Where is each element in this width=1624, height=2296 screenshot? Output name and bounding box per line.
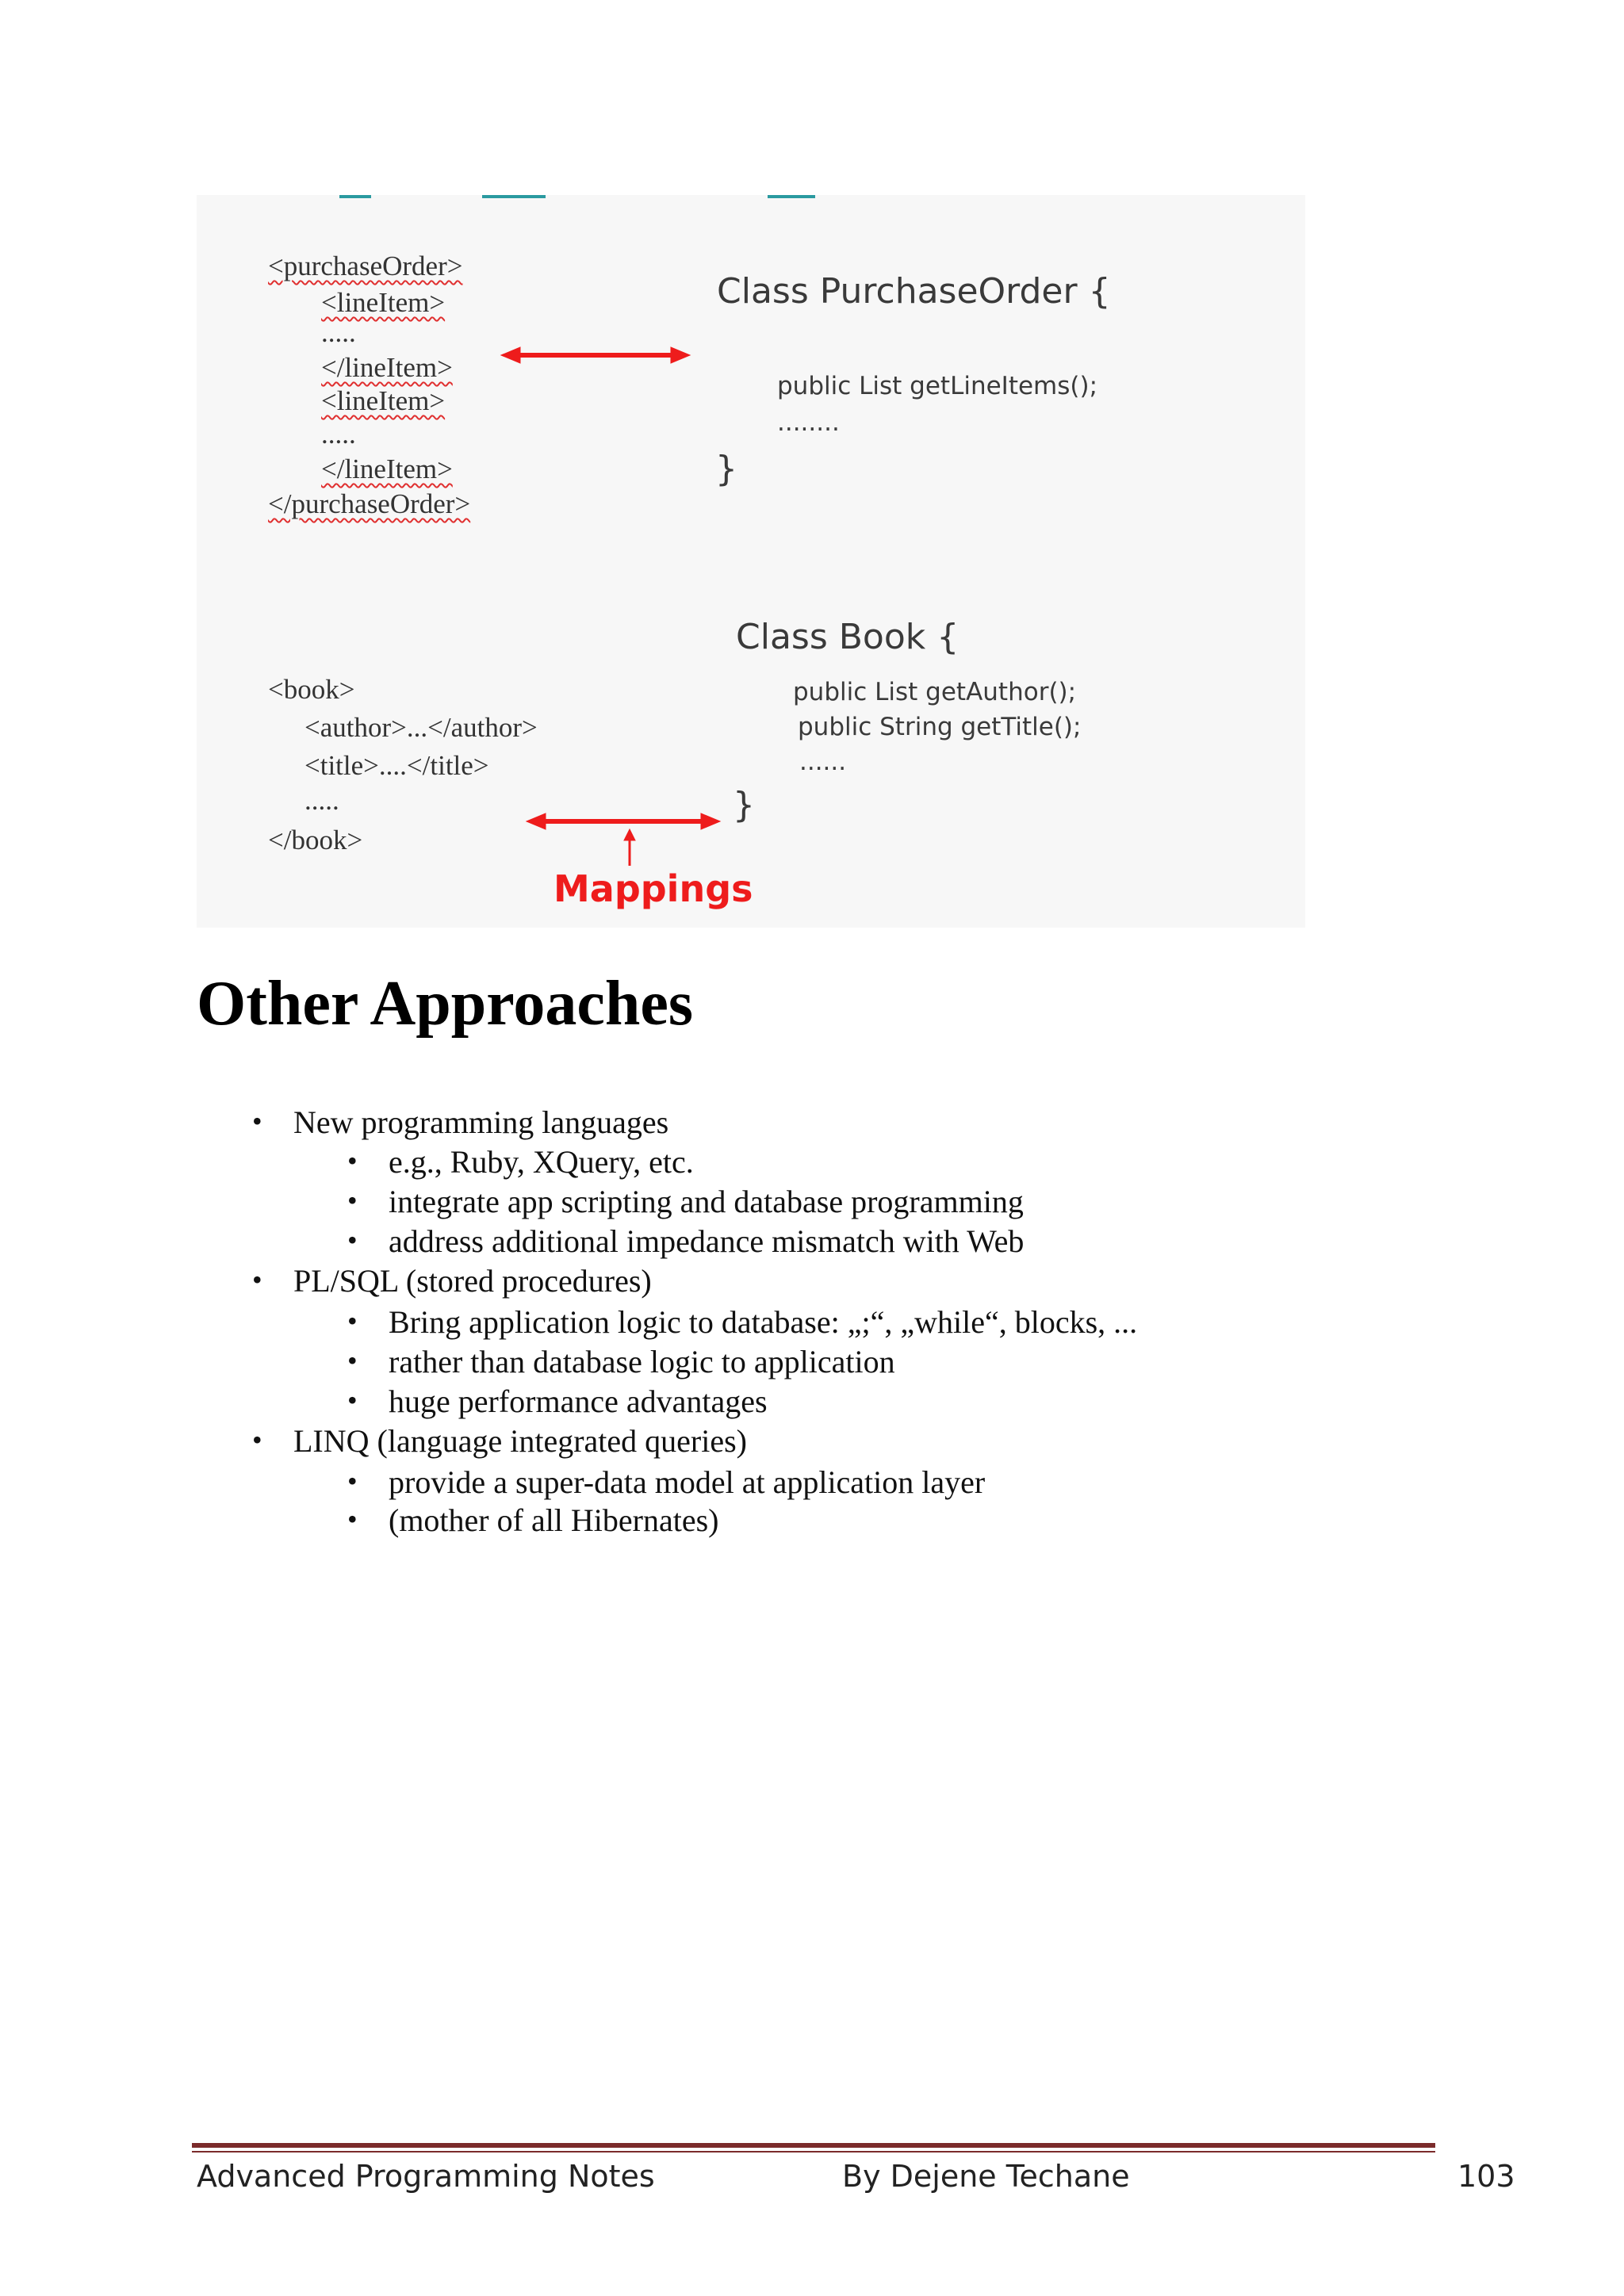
bullet-icon: • [347,1465,358,1497]
class-purchaseorder-dots: ........ [777,408,840,437]
footer-rule-thick [192,2143,1435,2148]
section-heading: Other Approaches [197,969,693,1039]
list-item [347,1502,719,1538]
list-item [347,1464,986,1500]
list-item [347,1184,1024,1219]
arrowhead-left-purchaseorder [501,347,520,363]
xml-ellipsis-2: ..... [321,419,356,450]
xml-purchaseorder-open: <purchaseOrder> [268,251,463,281]
xml-title: <title>....</title> [304,750,489,781]
list-item [252,1104,669,1140]
list-item [347,1344,895,1380]
list-item-text: New programming languages [293,1104,669,1140]
list-item-text: provide a super-data model at application layer [389,1464,986,1500]
bullet-icon: • [347,1384,358,1416]
bullet-icon: • [252,1264,262,1295]
bullet-icon: • [252,1424,262,1456]
mappings-label: Mappings [553,867,753,910]
footer-title: Advanced Programming Notes [197,2159,655,2194]
list-item [252,1423,747,1459]
list-item-text: e.g., Ruby, XQuery, etc. [389,1144,694,1180]
bullet-icon: • [347,1184,358,1216]
footer-author: By Dejene Techane [842,2159,1130,2194]
xml-book-open: <book> [268,674,355,705]
list-item-text: Bring application logic to database: „;“, „while“, blocks, ... [389,1304,1138,1340]
xml-lineitem-close-2: </lineItem> [321,453,453,484]
list-item-text: integrate app scripting and database programming [389,1184,1024,1219]
bullet-icon: • [252,1105,262,1137]
xml-ellipsis-3: ..... [304,785,339,816]
xml-author: <author>...</author> [304,712,538,743]
class-purchaseorder-header: Class PurchaseOrder { [717,271,1111,312]
list-item-text: huge performance advantages [389,1383,768,1419]
bullet-icon: • [347,1503,358,1535]
xml-purchaseorder-close: </purchaseOrder> [268,488,471,519]
list-item [347,1383,768,1419]
bullet-icon: • [347,1345,358,1376]
list-item-text: PL/SQL (stored procedures) [293,1263,652,1299]
list-item [347,1223,1025,1259]
list-item-text: (mother of all Hibernates) [389,1502,719,1538]
list-item-text: address additional impedance mismatch with Web [389,1223,1025,1259]
list-item [347,1144,694,1180]
arrowhead-right-purchaseorder [671,347,690,363]
xml-book-close: </book> [268,825,363,855]
mapping-figure [197,195,1305,928]
page-number: 103 [1457,2159,1515,2194]
class-book-close: } [733,785,755,825]
arrowhead-right-book [701,813,720,829]
footer-rule-thin [192,2151,1435,2152]
list-item-text: rather than database logic to application [389,1344,895,1380]
class-book-method-title: public String getTitle(); [798,713,1082,741]
mapping-arrows [197,195,1305,928]
xml-lineitem-open-1: <lineItem> [321,287,446,318]
xml-ellipsis-1: ..... [321,317,356,348]
bullet-icon: • [347,1224,358,1256]
class-purchaseorder-close: } [715,449,737,489]
list-item [347,1304,1138,1340]
bullet-icon: • [347,1145,358,1177]
xml-lineitem-close-1: </lineItem> [321,352,453,383]
class-book-header: Class Book { [736,617,959,657]
list-item [252,1263,652,1299]
list-item-text: LINQ (language integrated queries) [293,1423,747,1459]
pointer-arrowhead [624,829,635,840]
class-book-dots: ...... [799,748,847,776]
class-book-method-author: public List getAuthor(); [793,678,1077,706]
bullet-icon: • [347,1305,358,1337]
arrowhead-left-book [527,813,546,829]
xml-lineitem-open-2: <lineItem> [321,385,446,416]
class-purchaseorder-method: public List getLineItems(); [777,372,1098,400]
